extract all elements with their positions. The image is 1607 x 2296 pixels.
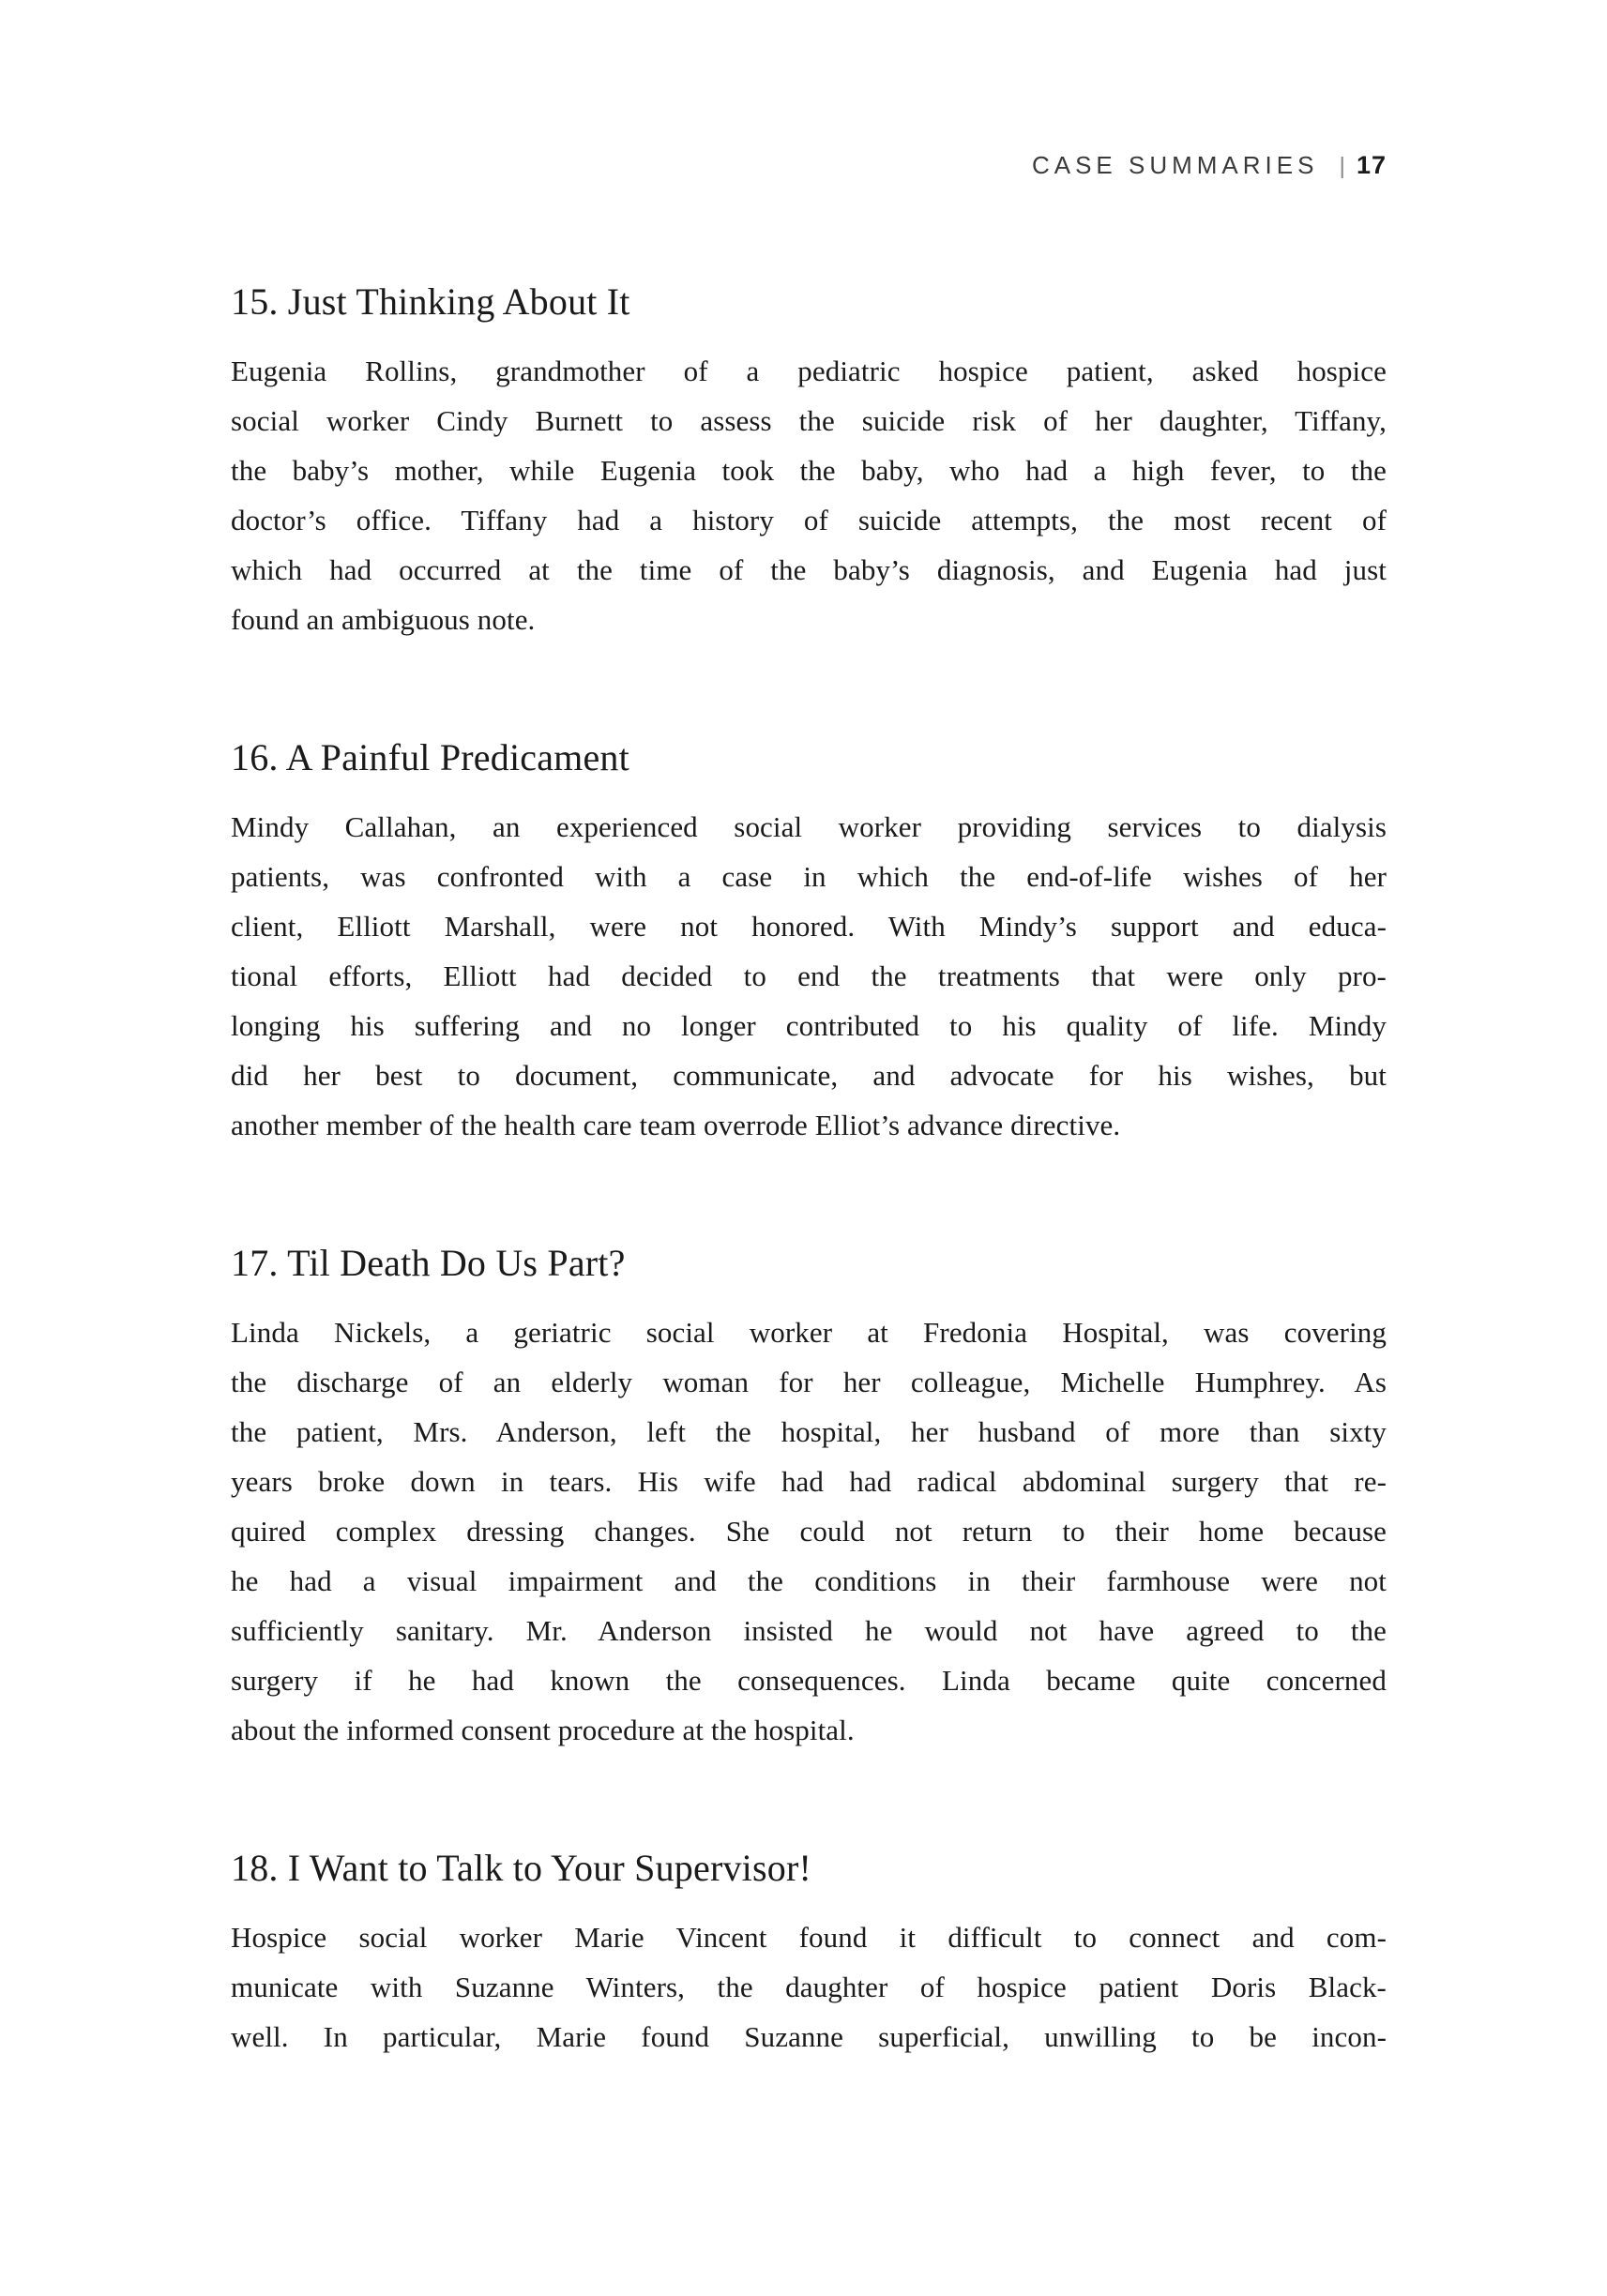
section-title: 15. Just Thinking About It (231, 280, 630, 323)
text-line: municate with Suzanne Winters, the daughter of hospice patient Doris Black- (231, 1971, 1387, 2003)
text-line: quired complex dressing changes. She could not return to their home because (231, 1515, 1387, 1548)
text-line: client, Elliott Marshall, were not honored. With Mindy’s support and educa- (231, 910, 1387, 943)
text-line: years broke down in tears. His wife had had radical abdominal surgery that re- (231, 1465, 1387, 1498)
text-line: Linda Nickels, a geriatric social worker at Fredonia Hospital, was covering (231, 1316, 1387, 1349)
case-summary-section (231, 1242, 1387, 1755)
text-line: which had occurred at the time of the baby’s diagnosis, and Eugenia had just (231, 553, 1387, 586)
header-separator: | (1339, 153, 1345, 179)
running-head-title: CASE SUMMARIES (1031, 151, 1319, 179)
text-line: social worker Cindy Burnett to assess the suicide risk of her daughter, Tiffany, (231, 404, 1387, 437)
text-line: the patient, Mrs. Anderson, left the hospital, her husband of more than sixty (231, 1415, 1387, 1448)
section-title: 17. Til Death Do Us Part? (231, 1242, 626, 1284)
text-line: sufficiently sanitary. Mr. Anderson insisted he would not have agreed to the (231, 1614, 1387, 1647)
text-line: another member of the health care team overrode Elliot’s advance directive. (231, 1109, 1121, 1141)
case-summary-section (231, 736, 1387, 1150)
text-line: doctor’s office. Tiffany had a history of suicide attempts, the most recent of (231, 504, 1387, 536)
text-line: the baby’s mother, while Eugenia took the baby, who had a high fever, to the (231, 454, 1387, 487)
text-line: tional efforts, Elliott had decided to end the treatments that were only pro- (231, 959, 1387, 992)
running-header (231, 150, 1387, 181)
text-line: did her best to document, communicate, and advocate for his wishes, but (231, 1059, 1387, 1092)
section-title: 16. A Painful Predicament (231, 736, 629, 778)
section-paragraph (231, 346, 1387, 644)
section-paragraph (231, 1912, 1387, 2062)
text-line: found an ambiguous note. (231, 603, 536, 636)
text-line: Eugenia Rollins, grandmother of a pediatric hospice patient, asked hospice (231, 355, 1387, 387)
case-summaries-sections (231, 280, 1387, 2062)
text-line: surgery if he had known the consequences. Linda became quite concerned (231, 1664, 1387, 1697)
text-line: patients, was confronted with a case in which the end-of-life wishes of her (231, 860, 1387, 893)
case-summary-section (231, 280, 1387, 644)
text-line: longing his suffering and no longer contributed to his quality of life. Mindy (231, 1009, 1387, 1042)
text-line: Hospice social worker Marie Vincent found it difficult to connect and com- (231, 1921, 1387, 1954)
text-line: the discharge of an elderly woman for her colleague, Michelle Humphrey. As (231, 1366, 1387, 1398)
case-summary-section (231, 1847, 1387, 2062)
section-title: 18. I Want to Talk to Your Supervisor! (231, 1847, 811, 1889)
text-line: he had a visual impairment and the conditions in their farmhouse were not (231, 1564, 1387, 1597)
page-number: 17 (1356, 151, 1387, 179)
text-line: Mindy Callahan, an experienced social worker providing services to dialysis (231, 810, 1387, 843)
text-line: well. In particular, Marie found Suzanne superficial, unwilling to be incon- (231, 2020, 1387, 2053)
section-paragraph (231, 802, 1387, 1150)
section-paragraph (231, 1307, 1387, 1755)
text-line: about the informed consent procedure at the hospital. (231, 1714, 855, 1746)
